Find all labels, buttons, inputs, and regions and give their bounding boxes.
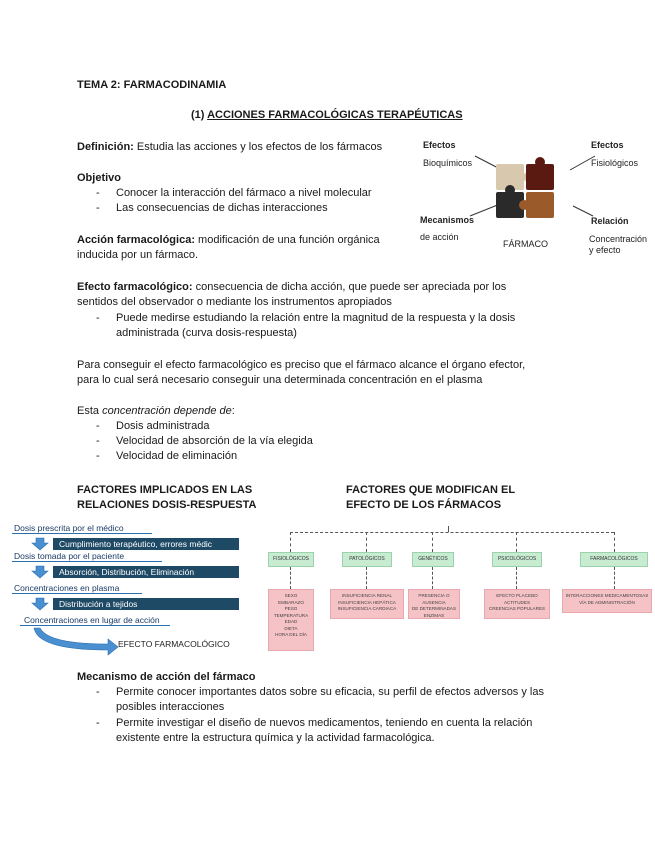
tree-connector [366,567,367,589]
tree-connector [290,532,291,552]
conc-em: concentración depende de [102,405,232,417]
tree-connector [614,532,615,552]
list-item: - Conocer la interacción del fármaco a nivel molecular [77,186,372,201]
puzzle-center-label: FÁRMACO [503,239,548,249]
leaf-item: EMBARAZO [278,599,304,605]
list-item: - Puede medirse estudiando la relación entre la magnitud de la respuesta y la dosis [77,311,515,326]
tree-leaf [562,589,652,613]
tree-connector [366,532,367,552]
definicion [77,140,382,155]
tree-leaf [268,589,314,651]
section-title [191,108,463,123]
tree-category: FISIOLÓGICOS [268,552,314,567]
puzzle-br-sub1: Concentración [589,234,648,244]
tree-connector [290,567,291,589]
puzzle-tr-title: Efectos [591,140,624,150]
puzzle-br-title: Relación [591,216,629,226]
accion-line2: inducida por un fármaco. [77,249,199,261]
tree-connector [516,532,517,552]
puzzle-piece-bl [505,185,515,195]
factores-left-l2: RELACIONES DOSIS-RESPUESTA [77,499,257,511]
efecto-line2: sentidos del observador o mediante los instrumentos apropiados [77,296,392,308]
leaf-item: PESO [284,606,298,611]
tree-connector [614,567,615,589]
flow-dosis-prescrita: Dosis prescrita por el médico [14,523,124,533]
leaf-item: PRESENCIA O AUSENCIA [418,593,450,605]
efecto-item-cont: administrada (curva dosis-respuesta) [116,327,297,339]
leaf-item: INSUFICIENCIA HEPÁTICA [338,599,396,605]
conc-post: : [231,405,235,417]
efecto-label: Efecto farmacológico: [77,281,193,293]
tema-title: TEMA 2: FARMACODINAMIA [77,79,227,91]
leaf-item: VÍA DE ADMINISTRACIÓN [579,599,635,605]
tree-leaf [484,589,550,619]
para-line1: Para conseguir el efecto farmacológico es preciso que el fármaco alcance el órgano efector, [77,359,526,371]
mecanismo-list-2 [77,716,532,731]
accion-text: modificación de una función orgánica [198,234,380,246]
flow-distribucion: Distribución a tejidos [53,598,239,610]
leaf-item: HORA DEL DÍA [275,632,307,637]
objetivo-heading: Objetivo [77,172,122,184]
efecto-text: consecuencia de dicha acción, que puede ser apreciada por los [195,281,507,293]
tree-connector [290,532,614,533]
puzzle-bl-sub: de acción [420,232,459,242]
accion-label: Acción farmacológica: [77,234,195,246]
leaf-item: TEMPERATURA [273,612,309,618]
flow-absorcion: Absorción, Distribución, Eliminación [53,566,239,578]
list-item: - Las consecuencias de dichas interacciones [77,201,372,216]
factores-right-l2: EFECTO DE LOS FÁRMACOS [346,499,502,511]
flow-conc-plasma: Concentraciones en plasma [14,583,120,593]
leaf-item: INTERACCIONES MEDICAMENTOSAS [565,593,649,598]
leaf-item: DIETA [284,625,298,631]
mecanismo-item2-cont: existente entre la estructura química y la actividad farmacológica. [116,732,435,744]
tree-connector [516,567,517,589]
section-number: (1) [191,109,205,121]
puzzle-br-sub2: y efecto [589,245,621,255]
objetivo-list [77,186,372,216]
puzzle-tl-title: Efectos [423,140,456,150]
puzzle-piece-tr [535,157,545,167]
tree-connector [432,567,433,589]
leaf-item: INSUFICIENCIA CARDIACA [337,606,397,611]
conc-pre: Esta [77,405,100,417]
tree-leaf [408,589,460,619]
flow-arrows [10,520,255,660]
definicion-label: Definición: [77,141,134,153]
concentracion-intro [77,404,235,419]
list-item: - Velocidad de eliminación [77,449,313,464]
leaf-item: DE DETERMINADAS [411,606,457,611]
definicion-text: Estudia las acciones y los efectos de los fármacos [136,141,383,153]
leaf-item: INSUFICIENCIA RENAL [341,593,393,598]
tree-connector [448,526,449,532]
factores-right-l1: FACTORES QUE MODIFICAN EL [346,484,516,496]
dosis-respuesta-diagram [10,520,255,660]
tree-category: FARMACOLÓGICOS [580,552,648,567]
list-item: - Dosis administrada [77,419,313,434]
leaf-item: ENZIMAS [423,612,445,618]
mecanismo-heading: Mecanismo de acción del fármaco [77,671,256,683]
leaf-item: EFECTO PLACEBO [496,593,538,598]
list-item: - Permite conocer importantes datos sobre su eficacia, su perfil de efectos adversos y las [77,685,544,700]
list-item: - Velocidad de absorción de la vía elegida [77,434,313,449]
tree-category: PATOLÓGICOS [342,552,392,567]
flow-cumplimiento: Cumplimiento terapéutico, errores médic [53,538,239,550]
tree-category: PSICOLÓGICOS [492,552,542,567]
tree-category: GENÉTICOS [412,552,454,567]
flow-efecto: EFECTO FARMACOLÓGICO [118,639,230,649]
puzzle-bl-title: Mecanismos [420,215,475,225]
leaf-item: EDAD [284,619,298,624]
para-line2: para lo cual será necesario conseguir una determinada concentración en el plasma [77,374,483,386]
puzzle-piece-tr [526,164,554,190]
mecanismo-item1-cont: posibles interacciones [116,701,225,713]
concentracion-list [77,419,313,464]
list-item: - Permite investigar el diseño de nuevos medicamentos, teniendo en cuenta la relación [77,716,532,731]
mecanismo-list [77,685,544,700]
tree-connector [432,532,433,552]
puzzle-tl-sub: Bioquímicos [423,158,473,168]
leaf-item: CREENCIAS POPULARES [488,606,546,611]
flow-conc-lugar: Concentraciones en lugar de acción [24,615,160,625]
tree-leaf [330,589,404,619]
efecto-line1 [77,280,506,295]
leaf-item: ACTITUDES [503,599,531,605]
factores-left-l1: FACTORES IMPLICADOS EN LAS [77,484,253,496]
accion-line1 [77,233,380,248]
leaf-item: SEXO [284,593,298,598]
flow-dosis-tomada: Dosis tomada por el paciente [14,551,125,561]
puzzle-graphic [415,136,655,258]
puzzle-piece-br [519,200,529,210]
section-title-text: ACCIONES FARMACOLÓGICAS TERAPÉUTICAS [207,109,463,121]
puzzle-tr-sub: Fisiológicos [591,158,639,168]
puzzle-piece-br [526,192,554,218]
efecto-list [77,311,515,326]
factores-tree [262,524,655,659]
